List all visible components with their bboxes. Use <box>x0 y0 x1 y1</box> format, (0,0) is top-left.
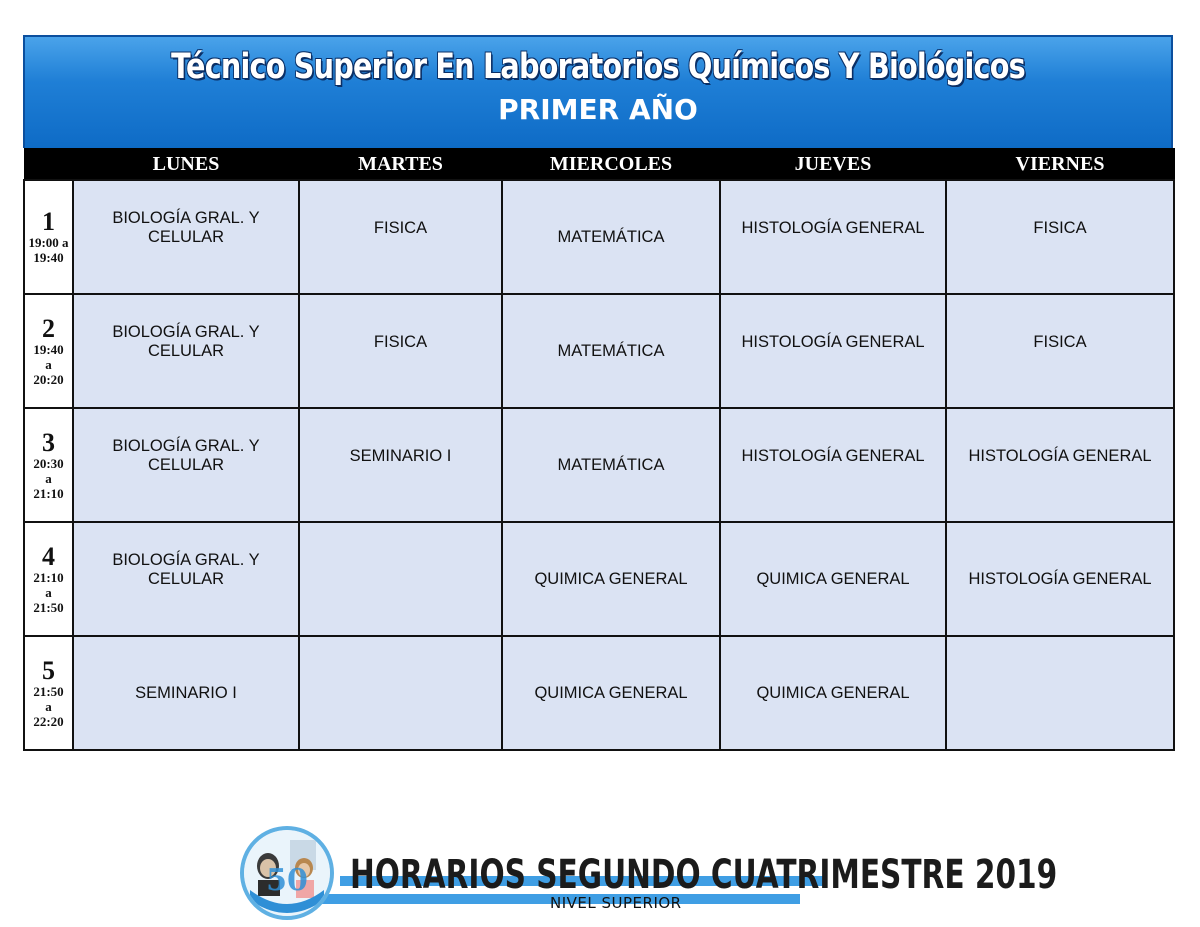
schedule <box>23 35 1173 751</box>
subject: FISICA <box>1033 218 1087 237</box>
table-row <box>24 522 1174 636</box>
timetable <box>23 148 1175 751</box>
class-cell <box>299 408 502 522</box>
subject: MATEMÁTICA <box>557 341 665 360</box>
class-cell <box>720 522 946 636</box>
class-cell <box>299 522 502 636</box>
slot-time: 19:40 a 20:20 <box>33 341 64 387</box>
footer-title: HORARIOS SEGUNDO CUATRIMESTRE 2019 <box>350 852 1058 898</box>
svg-text:50: 50 <box>266 863 308 898</box>
subject: BIOLOGÍA GRAL. Y CELULAR <box>112 323 260 360</box>
subject: HISTOLOGÍA GENERAL <box>968 569 1152 588</box>
school-emblem-icon <box>240 826 334 920</box>
day-header: MARTES <box>299 149 502 181</box>
slot-number: 1 <box>42 207 55 236</box>
slot-label <box>24 408 73 522</box>
class-cell <box>73 180 299 294</box>
corner-header <box>24 149 73 181</box>
slot-time: 21:50 a 22:20 <box>33 683 64 729</box>
title-banner <box>23 35 1173 148</box>
footer-logo <box>240 826 1058 921</box>
subject: BIOLOGÍA GRAL. Y CELULAR <box>112 551 260 588</box>
slot-number: 4 <box>42 541 55 571</box>
class-cell <box>502 408 720 522</box>
slot-label <box>24 522 73 636</box>
subject: FISICA <box>1033 332 1087 351</box>
slot-time: 21:10 a 21:50 <box>33 569 64 615</box>
day-header: MIERCOLES <box>502 149 720 181</box>
class-cell <box>73 294 299 408</box>
slot-label <box>24 294 73 408</box>
table-row <box>24 180 1174 294</box>
subject: BIOLOGÍA GRAL. Y CELULAR <box>112 209 260 246</box>
slot-number: 2 <box>42 313 55 343</box>
class-cell <box>73 522 299 636</box>
day-header: LUNES <box>73 149 299 181</box>
class-cell <box>73 636 299 750</box>
subject: SEMINARIO I <box>135 683 237 702</box>
table-row <box>24 408 1174 522</box>
subject: QUIMICA GENERAL <box>756 569 910 588</box>
class-cell <box>73 408 299 522</box>
class-cell <box>502 636 720 750</box>
subject: MATEMÁTICA <box>557 227 665 246</box>
day-header-row <box>24 149 1174 181</box>
page-title: Técnico Superior En Laboratorios Químicos Y Biológicos <box>171 47 1025 87</box>
subject: SEMINARIO I <box>349 446 452 465</box>
subject: HISTOLOGÍA GENERAL <box>741 332 925 351</box>
subject: MATEMÁTICA <box>557 455 665 474</box>
class-cell <box>946 408 1174 522</box>
class-cell <box>720 294 946 408</box>
subject: HISTOLOGÍA GENERAL <box>741 218 925 237</box>
day-header: VIERNES <box>946 149 1174 181</box>
subject: QUIMICA GENERAL <box>534 683 688 702</box>
subject: FISICA <box>373 218 428 237</box>
class-cell <box>299 636 502 750</box>
table-row <box>24 294 1174 408</box>
slot-number: 5 <box>42 655 55 685</box>
subject: QUIMICA GENERAL <box>756 683 910 702</box>
class-cell <box>946 294 1174 408</box>
class-cell <box>720 636 946 750</box>
class-cell <box>946 636 1174 750</box>
slot-number: 3 <box>42 427 55 457</box>
class-cell <box>299 294 502 408</box>
subject: HISTOLOGÍA GENERAL <box>741 446 925 465</box>
slot-label <box>24 636 73 750</box>
class-cell <box>502 294 720 408</box>
table-row <box>24 636 1174 750</box>
class-cell <box>720 408 946 522</box>
subject: BIOLOGÍA GRAL. Y CELULAR <box>112 437 260 474</box>
day-header: JUEVES <box>720 149 946 181</box>
class-cell <box>299 180 502 294</box>
slot-label <box>24 180 73 294</box>
class-cell <box>946 180 1174 294</box>
footer-subtitle: NIVEL SUPERIOR <box>550 894 682 912</box>
subject: FISICA <box>373 332 428 351</box>
class-cell <box>720 180 946 294</box>
class-cell <box>502 180 720 294</box>
slot-time: 19:00 a 19:40 <box>28 235 69 265</box>
slot-time: 20:30 a 21:10 <box>33 455 64 501</box>
subject: QUIMICA GENERAL <box>534 569 688 588</box>
page-subtitle: PRIMER AÑO <box>498 93 698 126</box>
class-cell <box>502 522 720 636</box>
subject: HISTOLOGÍA GENERAL <box>968 446 1152 465</box>
class-cell <box>946 522 1174 636</box>
